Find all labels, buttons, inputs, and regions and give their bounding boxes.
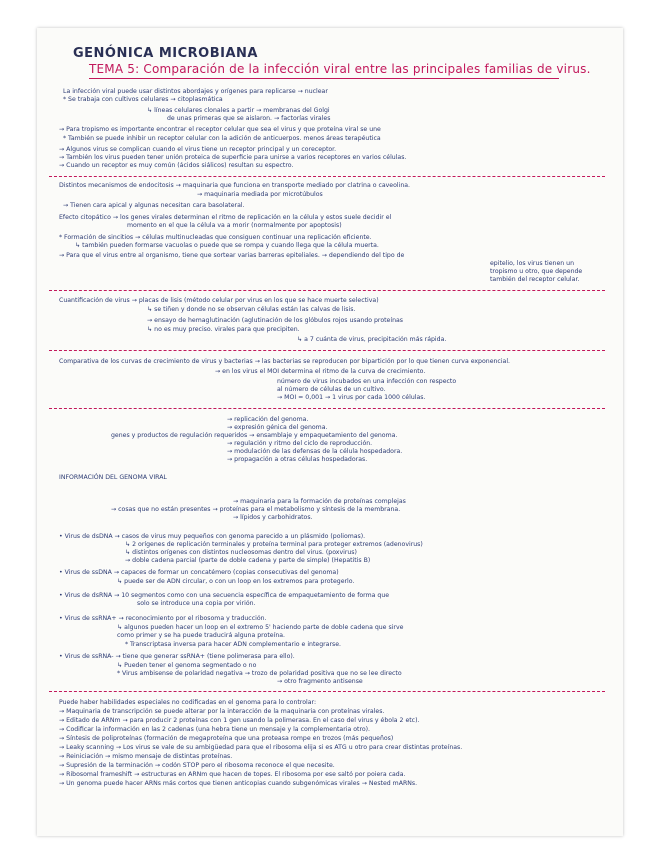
note-line: al número de células de un cultivo. <box>277 386 386 393</box>
note-line: → Un genoma puede hacer ARNs más cortos que tienen anticopias cuando subgenómicas virales → Nested mARNs. <box>59 780 418 787</box>
note-line: de unas primeras que se aislaron. → factorías virales <box>167 115 331 122</box>
note-line: * También se puede inhibir un receptor celular con la adición de anticuerpos. menos áreas terapéutica <box>63 135 381 142</box>
note-line: → regulación y ritmo del ciclo de reproducción. <box>227 440 373 447</box>
note-line: → modulación de las defensas de la célula hospedadora. <box>227 448 403 455</box>
note-line: → Para tropismo es importante encontrar el receptor celular que sea el virus y que proteína viral se une <box>59 126 381 133</box>
section-divider <box>49 691 605 692</box>
note-line: • Virus de dsDNA → casos de virus muy pequeños con genoma parecido a un plásmido (poliomas). <box>59 533 366 540</box>
note-line: solo se introduce una copia por virión. <box>137 600 256 607</box>
note-line: • Virus de dsRNA → 10 segmentos como con una secuencia específica de empaquetamiento de forma que <box>59 592 390 599</box>
note-line: → Editado de ARNm → para producir 2 proteínas con 1 gen usando la polimerasa. En el caso del virus y ébola 2 etc). <box>59 717 420 724</box>
note-line: → Cuando un receptor es muy común (ácidos siálicos) resultan su espectro. <box>59 162 294 169</box>
note-line: → Síntesis de poliproteínas (formación de megaproteína que una proteasa rompe en trozos (más pequeños) <box>59 735 394 742</box>
note-line: → Codificar la información en las 2 cadenas (una hebra tiene un mensaje y la complementaria otro). <box>59 726 371 733</box>
note-line: tropismo u otro, que depende <box>490 268 583 275</box>
note-line: • Virus de ssRNA- → tiene que generar ssRNA+ (tiene polimerasa para ello). <box>59 653 295 660</box>
note-line: genes y productos de regulación requeridos → ensamblaje y empaquetamiento del genoma. <box>111 432 398 439</box>
note-line: → doble cadena parcial (parte de doble cadena y parte de simple) (Hepatitis B) <box>125 557 371 564</box>
note-line: como primer y se ha puede traducirá alguna proteína. <box>117 632 285 639</box>
note-line: también del receptor celular. <box>490 276 580 283</box>
note-line: * Formación de sincitios → células multinucleadas que consiguen continuar una replicación eficiente. <box>59 234 372 241</box>
page-subtitle: TEMA 5: Comparación de la infección viral entre las principales familias de virus. <box>89 62 591 76</box>
note-line: → Supresión de la terminación → codón STOP pero el ribosoma reconoce el que necesite. <box>59 762 335 769</box>
note-line: INFORMACIÓN DEL GENOMA VIRAL <box>59 474 167 481</box>
note-line: Comparativa de los curvas de crecimiento de virus y bacterias → las bacterias se reproducen por bipartición por lo que tienen curva exponencial. <box>59 358 511 365</box>
note-line: ↳ se tiñen y donde no se observan células están las calvas de lisis. <box>147 306 356 313</box>
note-line: epitelio, los virus tienen un <box>490 260 574 267</box>
note-line: Puede haber habilidades especiales no codificadas en el genoma para lo controlar: <box>59 699 317 706</box>
note-line: → Leaky scanning → Los virus se vale de su ambigüedad para que el ribosoma elija si es ATG u otro para crear distintas proteínas. <box>59 744 463 751</box>
note-line: La infección viral puede usar distintos abordajes y orígenes para replicarse → nuclear <box>63 88 328 95</box>
note-line: ↳ Pueden tener el genoma segmentado o no <box>117 662 257 669</box>
section-divider <box>49 408 605 409</box>
notebook-page <box>37 28 623 836</box>
note-line: → en los virus el MOI determina el ritmo de la curva de crecimiento. <box>215 368 426 375</box>
note-line: → También los virus pueden tener unión proteica de superficie para unirse a varios receptores en varios células. <box>59 154 407 161</box>
note-line: → maquinaria para la formación de proteínas complejas <box>233 498 406 505</box>
note-line: → Ribosomal frameshift → estructuras en ARNm que hacen de topes. El ribosoma por ese saltó por poiera cada. <box>59 771 406 778</box>
note-line: ↳ también pueden formarse vacuolas o puede que se rompa y cuando llega que la célula muerta. <box>75 242 379 249</box>
note-line: → propagación a otras células hospedadoras. <box>227 456 368 463</box>
note-line: • Virus de ssRNA+ → reconocimiento por el ribosoma y traducción. <box>59 615 267 622</box>
note-line: ↳ 2 orígenes de replicación terminales y proteína terminal para proteger extremos (adenovirus) <box>125 541 423 548</box>
section-divider <box>49 290 605 291</box>
note-line: → otro fragmento antisense <box>277 678 363 685</box>
note-line: → Algunos virus se complican cuando el virus tiene un receptor principal y un coreceptor. <box>59 146 337 153</box>
title-underline <box>89 78 559 79</box>
note-line: * Transcriptasa inversa para hacer ADN complementario e integrarse. <box>125 641 341 648</box>
note-line: Efecto citopático → los genes virales determinan el ritmo de replicación en la célula y estos suele decidir el <box>59 214 392 221</box>
note-line: → MOI = 0,001 → 1 virus por cada 1000 células. <box>277 394 426 401</box>
note-line: • Virus de ssDNA → capaces de formar un concatémero (copias consecutivas del genoma) <box>59 569 339 576</box>
note-line: ↳ algunos pueden hacer un loop en el extremo 5' haciendo parte de doble cadena que sirve <box>117 624 404 631</box>
note-line: ↳ líneas celulares clonales a partir → membranas del Golgi <box>147 107 330 114</box>
section-divider <box>49 350 605 351</box>
note-line: → cosas que no están presentes → proteínas para el metabolismo y síntesis de la membrana. <box>111 506 401 513</box>
note-line: Cuantificación de virus → placas de lisis (método celular por virus en los que se hace muerte selectiva) <box>59 297 379 304</box>
section-divider <box>49 176 605 177</box>
page-title: GENÓNICA MICROBIANA <box>73 46 258 61</box>
note-line: * Se trabaja con cultivos celulares → citoplasmática <box>63 96 223 103</box>
note-line: ↳ distintos orígenes con distintos nucleosomas dentro del virus. (poxvirus) <box>125 549 357 556</box>
note-line: ↳ puede ser de ADN circular, o con un loop en los extremos para protegerlo. <box>117 578 355 585</box>
note-line: * Virus ambisense de polaridad negativa → trozo de polaridad positiva que no se lee directo <box>117 670 402 677</box>
note-line: Distintos mecanismos de endocitosis → maquinaria que funciona en transporte mediado por clatrina o caveolina. <box>59 182 411 189</box>
note-line: → maquinaria mediada por microtúbulos <box>197 191 323 198</box>
note-line: → expresión génica del genoma. <box>227 424 328 431</box>
note-line: → replicación del genoma. <box>227 416 309 423</box>
note-line: momento en el que la célula va a morir (normalmente por apoptosis) <box>127 222 342 229</box>
note-line: → lípidos y carbohidratos. <box>233 514 313 521</box>
note-line: ↳ no es muy preciso. virales para que precipiten. <box>147 326 300 333</box>
note-line: → ensayo de hemaglutinación (aglutinación de los glóbulos rojos usando proteínas <box>147 317 404 324</box>
note-line: → Maquinaria de transcripción se puede alterar por la interacción de la maquinaria con proteínas virales. <box>59 708 385 715</box>
note-line: número de virus incubados en una infección con respecto <box>277 378 457 385</box>
note-line: → Para que el virus entre al organismo, tiene que sortear varias barreras epiteliales. → dependiendo del tipo de <box>59 252 405 259</box>
note-line: → Tienen cara apical y algunas necesitan cara basolateral. <box>63 202 245 209</box>
note-line: ↳ a 7 cuánta de virus, precipitación más rápida. <box>297 336 447 343</box>
note-line: → Reiniciación → mismo mensaje de distintas proteínas. <box>59 753 233 760</box>
